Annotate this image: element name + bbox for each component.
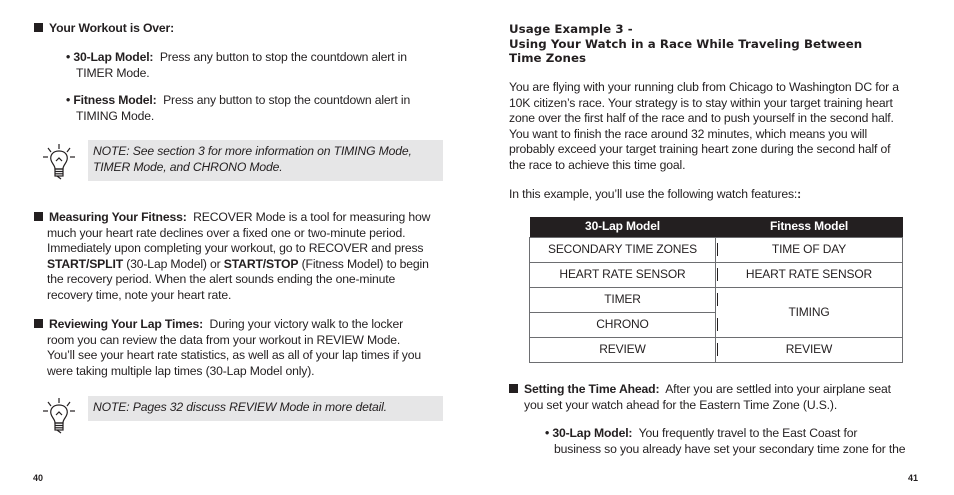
intro-paragraph: You are flying with your running club from Chicago to Washington DC for a 10K citizen’s race. Your strategy is to stay within your target training heart zone over the first half of the race and to push yourself in the second half. You want to finish the race around 32 minutes, which means you will probably exceed your target training heart zone during the second half of the race to achieve this time goal.: [509, 80, 899, 172]
square-bullet-icon: [509, 384, 518, 393]
features-table: [529, 217, 903, 363]
table-cell: HEART RATE SENSOR: [716, 263, 903, 288]
lap-model-travel-item: • 30-Lap Model: You frequently travel to the East Coast for business so you already have set your secondary time zone for the: [545, 426, 906, 456]
column-header-fitness: Fitness Model: [716, 217, 903, 238]
lap-model-text: TIMER Mode.: [76, 66, 150, 80]
square-bullet-icon: [34, 319, 43, 328]
table-cell: TIMER: [530, 288, 716, 313]
page-number-right: 41: [908, 473, 919, 483]
features-intro: In this example, you’ll use the following watch features::: [509, 187, 802, 201]
lightbulb-icon: [42, 142, 76, 182]
square-bullet-icon: [34, 212, 43, 221]
column-header-30-lap: 30-Lap Model: [530, 217, 716, 238]
table-cell: TIMING: [716, 288, 903, 338]
measuring-fitness-section: Measuring Your Fitness: RECOVER Mode is a tool for measuring how much your heart rate declines over a fixed one or two-minute period. Immediately upon completing your workout, go to RECOVER and press START/SPLIT (30-Lap Model) or START/STOP (Fitness Model) to begin the recovery period. When the alert sounds ending the one-minute recovery time, note your heart rate.: [34, 210, 454, 304]
setting-time-section: Setting the Time Ahead: After you are settled into your airplane seat you set your watch ahead for the Eastern Time Zone (U.S.).: [509, 382, 929, 413]
table-header-row: [530, 217, 903, 238]
square-bullet-icon: [34, 23, 43, 32]
table-row: [530, 338, 903, 363]
lap-model-item: • 30-Lap Model: Press any button to stop the countdown alert in: [66, 50, 407, 64]
workout-heading: Your Workout is Over:: [34, 21, 174, 37]
note-line: TIMER Mode, and CHRONO Mode.: [93, 159, 283, 174]
table-row: [530, 288, 903, 313]
note-line: NOTE: See section 3 for more information on TIMING Mode,: [93, 144, 412, 158]
table-cell: REVIEW: [716, 338, 903, 363]
note-timing-modes: [88, 140, 443, 181]
table-cell: REVIEW: [530, 338, 716, 363]
table-cell: SECONDARY TIME ZONES: [530, 238, 716, 263]
table-cell: TIME OF DAY: [716, 238, 903, 263]
usage-example-title: Usage Example 3 - Using Your Watch in a Race While Traveling Between Time Zones: [509, 22, 863, 65]
table-row: [530, 238, 903, 263]
table-cell: HEART RATE SENSOR: [530, 263, 716, 288]
fitness-model-text: TIMING Mode.: [76, 109, 155, 123]
divider-bar: [717, 318, 718, 331]
table-cell: CHRONO: [530, 313, 716, 338]
note-review-mode: NOTE: Pages 32 discuss REVIEW Mode in more detail.: [88, 396, 443, 421]
lightbulb-icon: [42, 396, 76, 436]
page-number-left: 40: [33, 473, 44, 483]
fitness-model-item: • Fitness Model: Press any button to stop the countdown alert in: [66, 93, 411, 107]
reviewing-laps-section: Reviewing Your Lap Times: During your victory walk to the locker room you can review the data from your workout in REVIEW Mode. You’ll see your heart rate statistics, as well as all of your lap times if you were taking multiple lap times (30-Lap Model only).: [34, 317, 454, 379]
table-row: [530, 263, 903, 288]
